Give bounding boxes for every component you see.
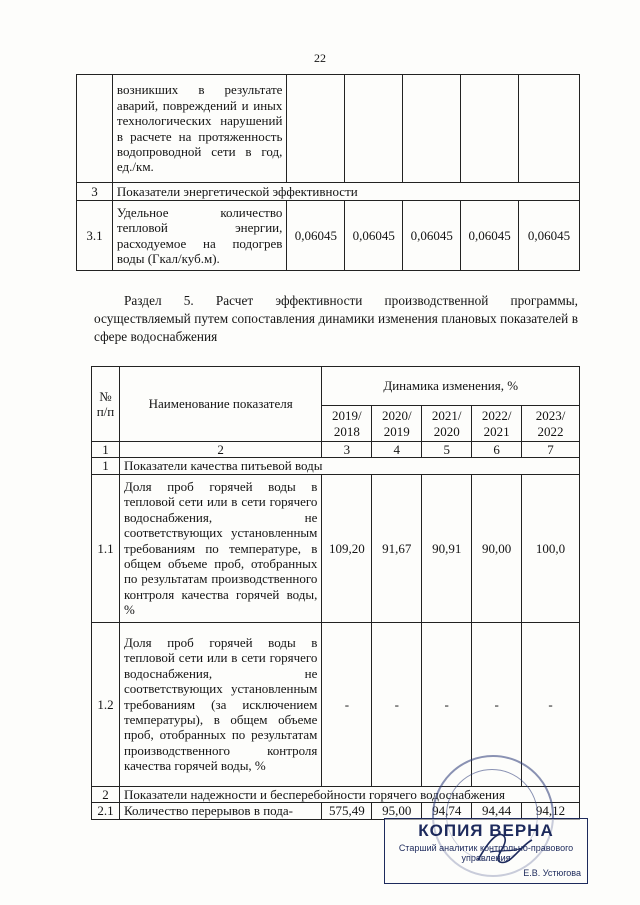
row-value: 0,06045 (287, 201, 345, 271)
row-value: - (372, 622, 422, 786)
table-row (92, 458, 580, 474)
row-value: 0,06045 (461, 201, 519, 271)
col-number: 4 (372, 442, 422, 458)
row-value: - (322, 622, 372, 786)
row-num: 2.1 (92, 803, 120, 819)
row-value: 575,49 (322, 803, 372, 819)
row-value: 94,74 (422, 803, 472, 819)
row-name: возникших в результате аварий, повреждений и иных технологических нарушений в расчете на протяженность водопроводной сети в год, ед./км. (112, 75, 286, 183)
row-value (461, 75, 519, 183)
table-top (76, 74, 580, 271)
table-main (91, 366, 580, 820)
row-value: 100,0 (522, 474, 580, 622)
row-value: 95,00 (372, 803, 422, 819)
row-num: 3.1 (77, 201, 113, 271)
row-name: Количество перерывов в пода- (119, 803, 321, 819)
section-heading: Показатели надежности и бесперебойности горячего водоснабжения (119, 786, 579, 802)
table-row (77, 75, 580, 183)
table-row (77, 201, 580, 271)
row-value: 90,91 (422, 474, 472, 622)
row-name: Удельное количество тепловой энергии, расходуемое на подогрев воды (Гкал/куб.м). (112, 201, 286, 271)
section-heading: Показатели энергетической эффективности (112, 183, 579, 201)
row-value: 0,06045 (345, 201, 403, 271)
row-value: 0,06045 (403, 201, 461, 271)
row-value: 109,20 (322, 474, 372, 622)
signature-icon (470, 822, 540, 872)
row-num: 1.1 (92, 474, 120, 622)
row-num: 2 (92, 786, 120, 802)
column-number-row (92, 442, 580, 458)
section-heading: Показатели качества питьевой воды (119, 458, 579, 474)
row-name: Доля проб горячей воды в тепловой сети или в сети горячего водоснабжения, не соответствующих установленным требованиям по температуре, в общем объеме проб, отобранных по результатам производственного контроля качества горячей воды, % (119, 474, 321, 622)
col-number: 5 (422, 442, 472, 458)
row-num (77, 75, 113, 183)
row-value: 94,12 (522, 803, 580, 819)
header-name: Наименование показателя (119, 367, 321, 442)
col-number: 2 (119, 442, 321, 458)
row-value (519, 75, 580, 183)
row-num: 3 (77, 183, 113, 201)
col-number: 3 (322, 442, 372, 458)
row-num: 1 (92, 458, 120, 474)
row-value: - (522, 622, 580, 786)
row-value (403, 75, 461, 183)
header-year: 2019/ 2018 (322, 406, 372, 442)
header-year: 2022/ 2021 (472, 406, 522, 442)
row-value: - (422, 622, 472, 786)
header-group: Динамика изменения, % (322, 367, 580, 406)
table-row (77, 183, 580, 201)
stamp-position: Старший аналитик контрольно-правового управления (398, 843, 574, 863)
row-value: 90,00 (472, 474, 522, 622)
header-num: № п/п (92, 367, 120, 442)
row-num: 1.2 (92, 622, 120, 786)
row-value (287, 75, 345, 183)
col-number: 6 (472, 442, 522, 458)
row-value: 91,67 (372, 474, 422, 622)
row-value: - (472, 622, 522, 786)
header-year: 2020/ 2019 (372, 406, 422, 442)
section-heading-text: Раздел 5. Расчет эффективности производственной программы, осуществляемый путем сопоставления динамики изменения плановых показателей в сфере водоснабжения (94, 293, 578, 344)
stamp-title: КОПИЯ ВЕРНА (418, 821, 554, 840)
row-value: 94,44 (472, 803, 522, 819)
page-number: 22 (314, 51, 326, 65)
row-value: 0,06045 (519, 201, 580, 271)
col-number: 1 (92, 442, 120, 458)
table-header-row (92, 367, 580, 406)
header-year: 2023/ 2022 (522, 406, 580, 442)
stamp-signatory: Е.В. Устюгова (523, 868, 581, 878)
header-year: 2021/ 2020 (422, 406, 472, 442)
row-value (345, 75, 403, 183)
col-number: 7 (522, 442, 580, 458)
table-row (92, 474, 580, 622)
row-name: Доля проб горячей воды в тепловой сети или в сети горячего водоснабжения, не соответствующих установленным требованиям (за исключением температуры), в общем объеме проб, отобранных по результатам производственного контроля качества горячей воды, % (119, 622, 321, 786)
